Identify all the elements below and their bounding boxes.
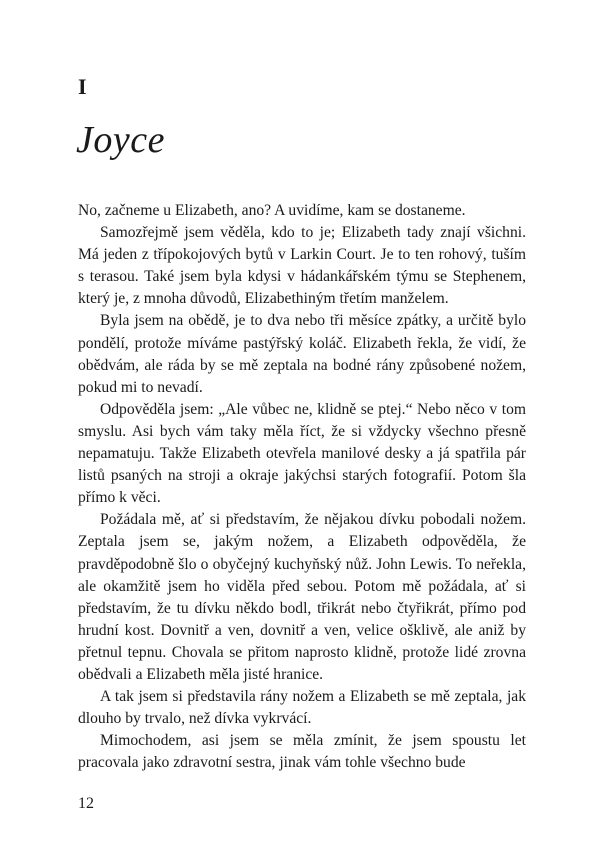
paragraph: Odpověděla jsem: „Ale vůbec ne, klidně se ptej.“ Nebo něco v tom smyslu. Asi bych vám taky měla říct, že si vždycky všechno přesně nepamatuju. Takže Elizabeth otevřela manilové desky a já spatřila pár listů psaných na stroji a okraje jakýchsi starých fotografií. Potom šla přímo k věci. — [78, 400, 526, 507]
paragraph: Samozřejmě jsem věděla, kdo to je; Elizabeth tady znají všichni. Má jeden z třípokojových bytů v Larkin Court. Je to ten rohový, tuším s terasou. Také jsem byla kdysi v hádankářském týmu se Stephenem, který je, z mnoha důvodů, Elizabethiným třetím manželem. — [78, 224, 526, 308]
paragraph: No, začneme u Elizabeth, ano? A uvidíme, kam se dostaneme. — [78, 202, 466, 219]
paragraph: Mimochodem, asi jsem se měla zmínit, že jsem spoustu let pracovala jako zdravotní sestra, jinak vám tohle všechno bude — [78, 732, 526, 772]
chapter-number: I — [78, 74, 87, 99]
paragraph: Požádala mě, ať si představím, že nějakou dívku pobodali nožem. Zeptala jsem se, jakým nožem, a Elizabeth odpověděla, že pravděpodobně šlo o obyčejný kuchyňský nůž. John Lewis. To neřekla, ale okamžitě jsem ho viděla před sebou. Potom mě požádala, ať si představím, že tu dívku někdo bodl, třikrát nebo čtyřikrát, přímo pod hrudní kost. Dovnitř a ven, dovnitř a ven, velice ošklivě, ale aniž by přetnul tepnu. Chovala se přitom naprosto klidně, protože lidé zrovna obědvali a Elizabeth měla jisté hranice. — [78, 511, 526, 683]
page-number: 12 — [78, 795, 94, 812]
paragraph: Byla jsem na obědě, je to dva nebo tři měsíce zpátky, a určitě bylo pondělí, protože míváme pastýřský koláč. Elizabeth řekla, že vidí, že obědvám, ale ráda by se mě zeptala na bodné rány způsobené nožem, pokud mi to nevadí. — [78, 312, 526, 396]
chapter-title: Joyce — [76, 119, 165, 161]
chapter-body — [78, 200, 526, 774]
paragraph: A tak jsem si představila rány nožem a Elizabeth se mě zeptala, jak dlouho by trvalo, než dívka vykrvácí. — [78, 688, 526, 728]
